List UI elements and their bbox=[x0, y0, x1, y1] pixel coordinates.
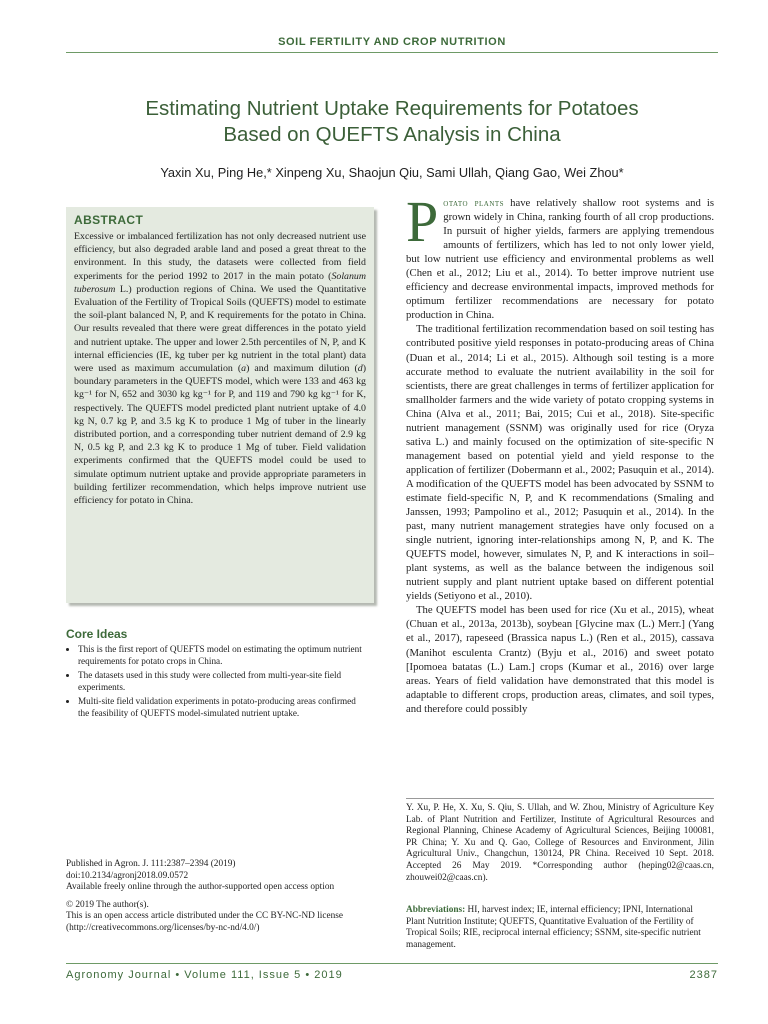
journal-footer: Agronomy Journal • Volume 111, Issue 5 • 2019 bbox=[66, 969, 343, 981]
license: This is an open access article distributed under the CC BY-NC-ND license (http://creativecommons.org/licenses/by-nc-nd/4.0/) bbox=[66, 911, 344, 933]
abstract-box bbox=[66, 207, 374, 603]
core-idea-item: • The datasets used in this study were collected from multi-year-site field experiments. bbox=[78, 670, 366, 693]
core-idea-item: • This is the first report of QUEFTS model on estimating the optimum nutrient requirements for potato crops in China. bbox=[78, 644, 366, 667]
section-heading: SOIL FERTILITY AND CROP NUTRITION bbox=[278, 36, 506, 48]
article-title bbox=[66, 96, 718, 148]
body-paragraph: The QUEFTS model has been used for rice (Xu et al., 2015), wheat (Chuan et al., 2013a, 2013b), soybean [Glycine max (L.) Merr.] (Yang et al., 2017), rapeseed (Brassica napus L.) (Ren et al., 2015), cassava (Manihot esculenta Crantz) (Byju et al., 2016) and sweet potato [Ipomoea batatas (L.) Lam.] crops (Kumar et al., 2016) over large areas. Years of field validation have demonstrated that this model is adaptable to different crops, production areas, climates, and soil types, and therefore could possibly bbox=[406, 604, 714, 715]
core-ideas bbox=[66, 627, 366, 723]
abbreviations: Abbreviations: HI, harvest index; IE, internal efficiency; IPNI, International Plant Nutrition Institute; QUEFTS, Quantitative Evaluation of the Fertility of Tropical Soils; RIE, reciprocal internal efficiency; SSNM, site-specific nutrient management. bbox=[406, 905, 701, 950]
abstract-heading: ABSTRACT bbox=[74, 213, 144, 227]
title-line-1: Estimating Nutrient Uptake Requirements for Potatoes bbox=[145, 97, 639, 120]
header-rule bbox=[66, 52, 718, 53]
publication-info bbox=[66, 859, 366, 940]
core-idea-item: • Multi-site field validation experiments in potato-producing areas confirmed the feasibility of QUEFTS model-simulated nutrient uptake. bbox=[78, 696, 366, 719]
doi: doi:10.2134/agronj2018.09.0572 bbox=[66, 870, 189, 881]
copyright: © 2019 The author(s). bbox=[66, 899, 149, 910]
title-line-2: Based on QUEFTS Analysis in China bbox=[223, 123, 561, 146]
author-list: Yaxin Xu, Ping He,* Xinpeng Xu, Shaojun Qiu, Sami Ullah, Qiang Gao, Wei Zhou* bbox=[160, 165, 624, 180]
affiliation-rule bbox=[406, 798, 714, 799]
core-ideas-heading: Core Ideas bbox=[66, 627, 128, 641]
footer-rule bbox=[66, 963, 718, 964]
body-paragraph: The traditional fertilization recommendation based on soil testing has contributed positive yield responses in potato-producing areas of China (Duan et al., 2014; Li et al., 2015). Although soil testing is a more accurate method to evaluate the nutrient availability in the soil for scientists, there are great challenges in terms of fertilizer application for smallholder farmers and the wide variety of potato cropping systems in China (Alva et al., 2011; Bai, 2015; Cui et al., 2018). Site-specific nutrient management (SSNM) was originally used for rice (Oryza sativa L.) and mainly focused on the optimization of site-specific N management based on potential yield and yield response to the application of fertilizer (Dobermann et al., 2002; Pasuquin et al., 2014). A modification of the QUEFTS model has been advocated by SSNM to estimate field-specific N, P, and K recommendations (Smaling and Janssen, 1993; Pampolino et al., 2012; Pasuquin et al., 2014). In the past, many nutrient management strategies have only focused on a single nutrient, ignoring inter-relationships among N, P, and K. The QUEFTS model, however, simulates N, P, and K interactions in soil–plant systems, as well as the balance between the indigenous soil nutrient supply and plant nutrient uptake based on different potential yields (Setiyono et al., 2010). bbox=[406, 323, 714, 603]
body-paragraph: Potato plants have relatively shallow root systems and is grown widely in China, ranking fourth of all crop productions. In pursuit of higher yields, farmers are applying tremendous amounts of fertilizers, which has led to not only lower yield, but low nutrient use efficiency and environmental problems as well (Chen et al., 2012; Liu et al., 2014). To better improve nutrient use efficiency and decrease environmental impacts, improved methods for optimum fertilizer recommendations are necessary for potato production in China. bbox=[406, 189, 714, 322]
citation: Published in Agron. J. 111:2387–2394 (2019) bbox=[66, 859, 236, 869]
drop-cap: P bbox=[406, 189, 439, 254]
open-access-note: Available freely online through the author-supported open access option bbox=[66, 882, 335, 892]
core-ideas-list bbox=[66, 644, 366, 720]
affiliation: Y. Xu, P. He, X. Xu, S. Qiu, S. Ullah, and W. Zhou, Ministry of Agriculture Key Lab. of Plant Nutrition and Fertilizer, Institute of Agricultural Resources and Regional Planning, Chinese Academy of Agricultural Sciences, Beijing 100081, PR China; Y. Xu and Q. Gao, College of Resources and Environment, Jilin Agricultural Univ., Changchun, 130124, PR China. Received 10 Sept. 2018. Accepted 26 May 2019. *Corresponding author (heping02@caas.cn, zhouwei02@caas.cn). bbox=[406, 803, 714, 883]
body-text bbox=[406, 189, 714, 716]
abstract-text: Excessive or imbalanced fertilization has not only decreased nutrient use efficiency, but also degraded arable land and posed a great threat to the environment. In this study, the datasets were collected from field experiments for the period 1992 to 2017 in the main potato (Solanum tuberosum L.) production regions of China. We used the Quantitative Evaluation of the Fertility of Tropical Soils (QUEFTS) model to estimate the soil-plant balanced N, P, and K requirements for the potato in China. Our results revealed that there were great differences in the potato yield and nutrient uptake. The upper and lower 2.5th percentiles of N, P, and K internal efficiencies (IE, kg tuber per kg nutrient in the total plant) data were used as maximum accumulation (a) and maximum dilution (d) boundary parameters in the QUEFTS model, which were 133 and 463 kg kg⁻¹ for N, 652 and 3030 kg kg⁻¹ for P, and 119 and 790 kg kg⁻¹ for K, respectively. The QUEFTS model predicted plant nutrient uptake of 4.0 kg N, 0.7 kg P, and 3.5 kg K to produce 1 Mg of tuber in the linearly distributed portion, and a corresponding tuber nutrient demand of 2.9 kg N, 0.5 kg P, and 2.3 kg K to produce 1 Mg of tuber. Field validation experiments confirmed that the QUEFTS model could be used to simulate optimum nutrient uptake and provide appropriate parameters in building fertilizer recommendation, which helps improve nutrient use efficiency for potato in China. bbox=[74, 231, 366, 507]
page-number: 2387 bbox=[689, 969, 718, 981]
